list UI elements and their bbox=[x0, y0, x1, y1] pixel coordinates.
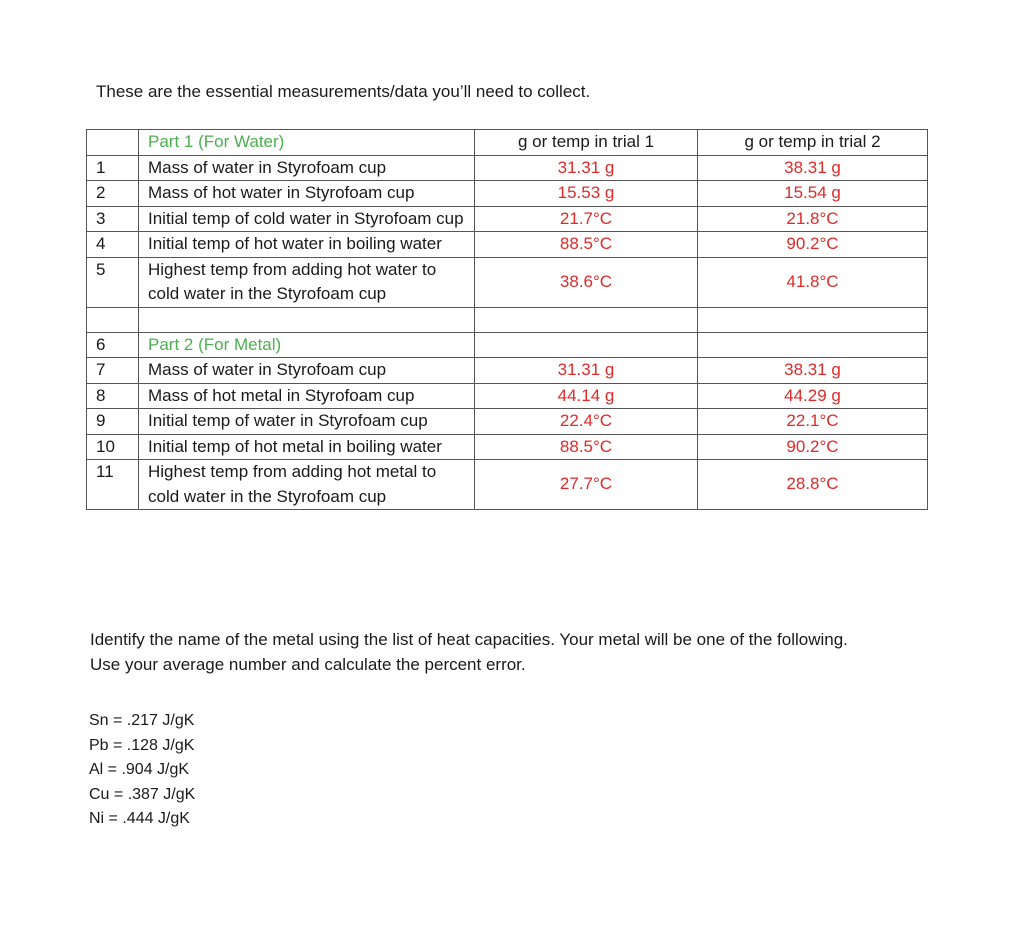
row-number: 4 bbox=[87, 232, 139, 258]
trial1-value: 44.14 g bbox=[475, 383, 698, 409]
row-number: 2 bbox=[87, 181, 139, 207]
trial1-value: 31.31 g bbox=[475, 358, 698, 384]
row-number: 3 bbox=[87, 206, 139, 232]
list-item: Ni = .444 J/gK bbox=[89, 810, 190, 828]
trial1-header: g or temp in trial 1 bbox=[475, 130, 698, 156]
row-number: 6 bbox=[87, 332, 139, 358]
table-row bbox=[87, 383, 928, 409]
row-label: Initial temp of cold water in Styrofoam cup bbox=[139, 206, 475, 232]
table-header-row bbox=[87, 130, 928, 156]
list-item: Pb = .128 J/gK bbox=[89, 736, 195, 754]
trial2-value: 38.31 g bbox=[698, 155, 928, 181]
measurement-table bbox=[86, 129, 928, 510]
table-row bbox=[87, 409, 928, 435]
table-row bbox=[87, 460, 928, 510]
row-number: 8 bbox=[87, 383, 139, 409]
empty-cell bbox=[87, 307, 139, 332]
list-item: Sn = .217 J/gK bbox=[89, 712, 195, 729]
heat-capacity-list bbox=[89, 709, 195, 832]
trial1-value: 38.6°C bbox=[475, 257, 698, 307]
trial2-value: 15.54 g bbox=[698, 181, 928, 207]
row-label: Highest temp from adding hot water to cold water in the Styrofoam cup bbox=[139, 257, 475, 307]
part1-title: Part 1 (For Water) bbox=[139, 130, 475, 156]
table-row bbox=[87, 232, 928, 258]
trial1-value: 21.7°C bbox=[475, 206, 698, 232]
empty-row bbox=[87, 307, 928, 332]
trial1-value: 15.53 g bbox=[475, 181, 698, 207]
row-label: Mass of water in Styrofoam cup bbox=[139, 358, 475, 384]
instructions-text: Identify the name of the metal using the list of heat capacities. Your metal will be one of the following. Use your average number and calculate the percent error. bbox=[90, 630, 848, 674]
row-number: 7 bbox=[87, 358, 139, 384]
trial2-value: 90.2°C bbox=[698, 232, 928, 258]
trial1-value: 22.4°C bbox=[475, 409, 698, 435]
list-item: Al = .904 J/gK bbox=[89, 761, 190, 779]
trial2-value: 38.31 g bbox=[698, 358, 928, 384]
table-row bbox=[87, 257, 928, 307]
trial2-header: g or temp in trial 2 bbox=[698, 130, 928, 156]
row-label: Mass of water in Styrofoam cup bbox=[139, 155, 475, 181]
row-number: 9 bbox=[87, 409, 139, 435]
trial2-value: 44.29 g bbox=[698, 383, 928, 409]
row-number: 1 bbox=[87, 155, 139, 181]
header-num-cell bbox=[87, 130, 139, 156]
row-label: Mass of hot metal in Styrofoam cup bbox=[139, 383, 475, 409]
row-label: Mass of hot water in Styrofoam cup bbox=[139, 181, 475, 207]
part2-header-row bbox=[87, 332, 928, 358]
row-label: Initial temp of hot water in boiling water bbox=[139, 232, 475, 258]
trial1-value: 88.5°C bbox=[475, 232, 698, 258]
row-label: Highest temp from adding hot metal to cold water in the Styrofoam cup bbox=[139, 460, 475, 510]
trial2-value: 41.8°C bbox=[698, 257, 928, 307]
empty-cell bbox=[475, 332, 698, 358]
intro-text: These are the essential measurements/data you’ll need to collect. bbox=[96, 82, 591, 101]
trial1-value: 88.5°C bbox=[475, 434, 698, 460]
table-row bbox=[87, 434, 928, 460]
row-label: Initial temp of water in Styrofoam cup bbox=[139, 409, 475, 435]
table-row bbox=[87, 181, 928, 207]
empty-cell bbox=[698, 307, 928, 332]
trial2-value: 21.8°C bbox=[698, 206, 928, 232]
empty-cell bbox=[698, 332, 928, 358]
empty-cell bbox=[139, 307, 475, 332]
trial1-value: 27.7°C bbox=[475, 460, 698, 510]
empty-cell bbox=[475, 307, 698, 332]
trial2-value: 90.2°C bbox=[698, 434, 928, 460]
table-row bbox=[87, 155, 928, 181]
table-row bbox=[87, 358, 928, 384]
row-number: 5 bbox=[87, 257, 139, 307]
row-label: Initial temp of hot metal in boiling water bbox=[139, 434, 475, 460]
table-row bbox=[87, 206, 928, 232]
list-item: Cu = .387 J/gK bbox=[89, 785, 196, 803]
trial2-value: 22.1°C bbox=[698, 409, 928, 435]
trial1-value: 31.31 g bbox=[475, 155, 698, 181]
row-number: 10 bbox=[87, 434, 139, 460]
part2-title: Part 2 (For Metal) bbox=[139, 332, 475, 358]
row-number: 11 bbox=[87, 460, 139, 510]
trial2-value: 28.8°C bbox=[698, 460, 928, 510]
